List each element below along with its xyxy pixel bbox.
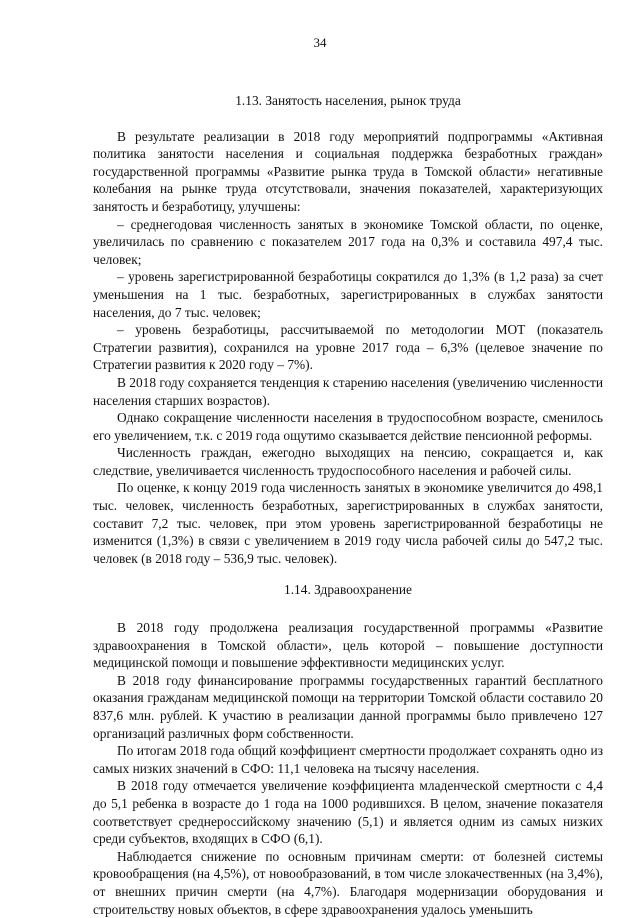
page-content — [93, 92, 603, 918]
paragraph: В 2018 году продолжена реализация государственной программы «Развитие здравоохранения в Томской области», цель которой – повышение доступности медицинской помощи и повышение эффективности медицинских услуг. — [93, 620, 603, 671]
paragraph: Численность граждан, ежегодно выходящих на пенсию, сокращается и, как следствие, увеличивается численность трудоспособного населения и рабочей силы. — [93, 445, 603, 478]
page-number: 34 — [313, 35, 327, 50]
paragraph: В 2018 году отмечается увеличение коэффициента младенческой смертности с 4,4 до 5,1 ребенка в возрасте до 1 года на 1000 родившихся. В целом, значение показателя соответствует среднероссийскому значению (5,1) и является одним из самых низких среди субъектов, входящих в СФО (6,1). — [93, 778, 603, 847]
paragraph: В 2018 году сохраняется тенденция к старению населения (увеличению численности населения старших возрастов). — [93, 374, 603, 408]
paragraph: По итогам 2018 года общий коэффициент смертности продолжает сохранять одно из самых низких значений в СФО: 11,1 человека на тысячу населения. — [93, 743, 603, 776]
paragraph: В результате реализации в 2018 году мероприятий подпрограммы «Активная политика занятости населения и социальная поддержка безработных граждан» государственной программы «Развитие рынка труда в Томской области» негативные колебания на рынке труда отсутствовали, значения показателей, характеризующих занятость и безработицу, улучшены: — [93, 128, 603, 214]
paragraph: По оценке, к концу 2019 года численность занятых в экономике увеличится до 498,1 тыс. человек, численность безработных, зарегистрированных в службах занятости, составит 7,2 тыс. человек, при этом уровень зарегистрированной безработицы не изменится (1,3%) в связи с увеличением в 2019 году числа рабочей силы до 547,2 тыс. человек (в 2018 году – 536,9 тыс. человек). — [93, 480, 603, 566]
paragraph: Наблюдается снижение по основным причинам смерти: от болезней системы кровообращения (на 4,5%), от новообразований, в том числе злокачественных (на 3,4%), от внешних причин смерти (на 4,7%). Благодаря модернизации оборудования и строительству новых объектов, в сфере здравоохранения удалось уменьшить — [93, 848, 603, 917]
list-item: – среднегодовая численность занятых в экономике Томской области, по оценке, увеличилась по сравнению с показателем 2017 года на 0,3% и составила 497,4 тыс. человек; — [93, 216, 603, 267]
list-item: – уровень безработицы, рассчитываемой по методологии МОТ (показатель Стратегии развития), сохранился на уровне 2017 года – 6,3% (целевое значение по Стратегии развития к 2020 году – 7%). — [93, 322, 603, 373]
paragraph: В 2018 году финансирование программы государственных гарантий бесплатного оказания гражданам медицинской помощи на территории Томской области составило 20 837,6 млн. рублей. К участию в реализации данной программы было привлечено 127 организаций различных форм собственности. — [93, 672, 603, 741]
list-item: – уровень зарегистрированной безработицы сократился до 1,3% (в 1,2 раза) за счет уменьшения на 1 тыс. безработных, зарегистрированных в службах занятости населения, до 7 тыс. человек; — [93, 269, 603, 320]
paragraph: Однако сокращение численности населения в трудоспособном возрасте, сменилось его увеличением, т.к. с 2019 года ощутимо сказывается действие пенсионной реформы. — [93, 410, 603, 443]
section-title-employment: 1.13. Занятость населения, рынок труда — [235, 93, 461, 108]
section-title-healthcare: 1.14. Здравоохранение — [284, 582, 412, 598]
